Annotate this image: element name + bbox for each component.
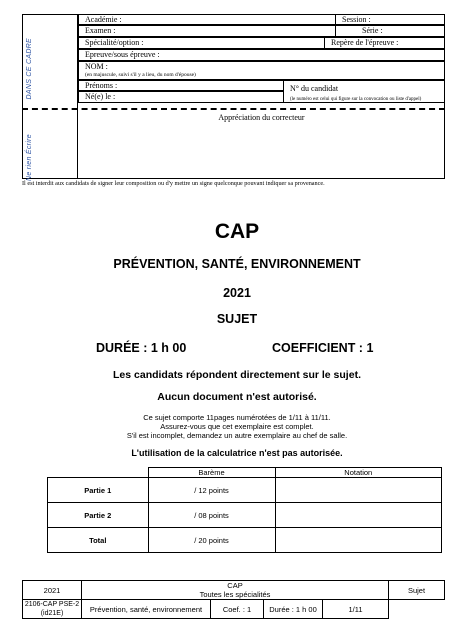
field-prenoms[interactable] <box>78 80 284 91</box>
table-row <box>48 528 442 553</box>
side-label-bottom: Ne rien Écrire <box>26 134 33 181</box>
footer-row-2 <box>23 600 445 619</box>
field-session[interactable] <box>335 14 445 25</box>
info-block <box>0 413 474 440</box>
field-nom[interactable] <box>78 61 445 80</box>
info-line-3: S'il est incomplet, demandez un autre exemplaire au chef de salle. <box>126 431 348 440</box>
footer-sujet: Sujet <box>389 581 445 600</box>
exam-year: 2021 <box>223 286 251 300</box>
footer-subject: Prévention, santé, environnement <box>82 600 211 619</box>
warning-text: Il est interdit aux candidats de signer leur composition ou d'y mettre un signe quelconque pouvant indiquer sa provenance. <box>22 180 325 187</box>
exam-type: SUJET <box>216 312 258 326</box>
field-num-candidat-note: (le numéro est celui qui figure sur la convocation ou liste d'appel) <box>290 97 422 102</box>
field-examen-label: Examen : <box>85 26 116 35</box>
footer-specialites: Toutes les spécialités <box>199 590 271 599</box>
field-epreuve-label: Epreuve/sous épreuve : <box>85 50 160 59</box>
field-session-label: Session : <box>342 15 371 24</box>
bareme-header: Barème <box>148 468 275 478</box>
field-serie-label: Série : <box>362 26 383 35</box>
footer-year: 2021 <box>23 581 82 600</box>
field-serie[interactable] <box>335 25 445 37</box>
footer-coef: Coef. : 1 <box>211 600 264 619</box>
row-label: Partie 2 <box>48 503 149 528</box>
row-points: / 12 points <box>148 478 275 503</box>
row-label: Total <box>48 528 149 553</box>
row-notation-cell[interactable] <box>275 478 442 503</box>
duration: DURÉE : 1 h 00 <box>96 341 187 355</box>
appreciation-label: Appréciation du correcteur <box>218 113 305 122</box>
appreciation-area[interactable] <box>78 111 445 179</box>
field-specialite[interactable] <box>78 37 325 49</box>
footer-row-1 <box>23 581 445 600</box>
footer-cap-cell <box>82 581 389 600</box>
bareme-corner <box>48 468 149 478</box>
footer-cap: CAP <box>227 581 243 590</box>
field-epreuve[interactable] <box>78 49 445 61</box>
side-label-top: DANS CE CADRE <box>26 38 33 100</box>
table-row <box>48 503 442 528</box>
field-ne-le-label: Né(e) le : <box>85 92 116 101</box>
row-label: Partie 1 <box>48 478 149 503</box>
footer-code: 2106-CAP PSE-2 (id21E) <box>23 600 82 619</box>
field-num-candidat-label: N° du candidat <box>290 84 339 93</box>
footer-page: 1/11 <box>323 600 389 619</box>
field-examen[interactable] <box>78 25 336 37</box>
instruction-line-2: Aucun document n'est autorisé. <box>157 391 317 403</box>
field-num-candidat[interactable] <box>283 80 445 103</box>
field-ne-le[interactable] <box>78 91 284 103</box>
bareme-table <box>47 467 442 553</box>
row-notation-cell[interactable] <box>275 503 442 528</box>
calculator-notice: L'utilisation de la calculatrice n'est pas autorisée. <box>131 448 343 458</box>
field-academie-label: Académie : <box>85 15 122 24</box>
field-nom-label: NOM : <box>85 62 108 71</box>
exam-title: CAP <box>214 220 260 243</box>
info-line-1: Ce sujet comporte 11pages numérotées de 1/11 à 11/11. <box>143 413 331 422</box>
footer-table <box>22 580 445 619</box>
subject-title: PRÉVENTION, SANTÉ, ENVIRONNEMENT <box>113 257 361 271</box>
table-row <box>48 478 442 503</box>
row-points: / 08 points <box>148 503 275 528</box>
bareme-header-row <box>48 468 442 478</box>
field-academie[interactable] <box>78 14 336 25</box>
field-repere-label: Repère de l'épreuve : <box>331 38 399 47</box>
field-nom-note: (en majuscule, suivi s'il y a lieu, du nom d'épouse) <box>85 72 196 78</box>
row-notation-cell[interactable] <box>275 528 442 553</box>
instruction-line-1: Les candidats répondent directement sur le sujet. <box>113 369 361 381</box>
field-prenoms-label: Prénoms : <box>85 81 118 90</box>
field-specialite-label: Spécialité/option : <box>85 38 144 47</box>
row-points: / 20 points <box>148 528 275 553</box>
footer-duree: Durée : 1 h 00 <box>264 600 323 619</box>
notation-header: Notation <box>275 468 442 478</box>
dashed-separator <box>22 108 445 110</box>
coefficient: COEFFICIENT : 1 <box>272 341 374 355</box>
info-line-2: Assurez-vous que cet exemplaire est complet. <box>160 422 314 431</box>
field-repere[interactable] <box>324 37 445 49</box>
